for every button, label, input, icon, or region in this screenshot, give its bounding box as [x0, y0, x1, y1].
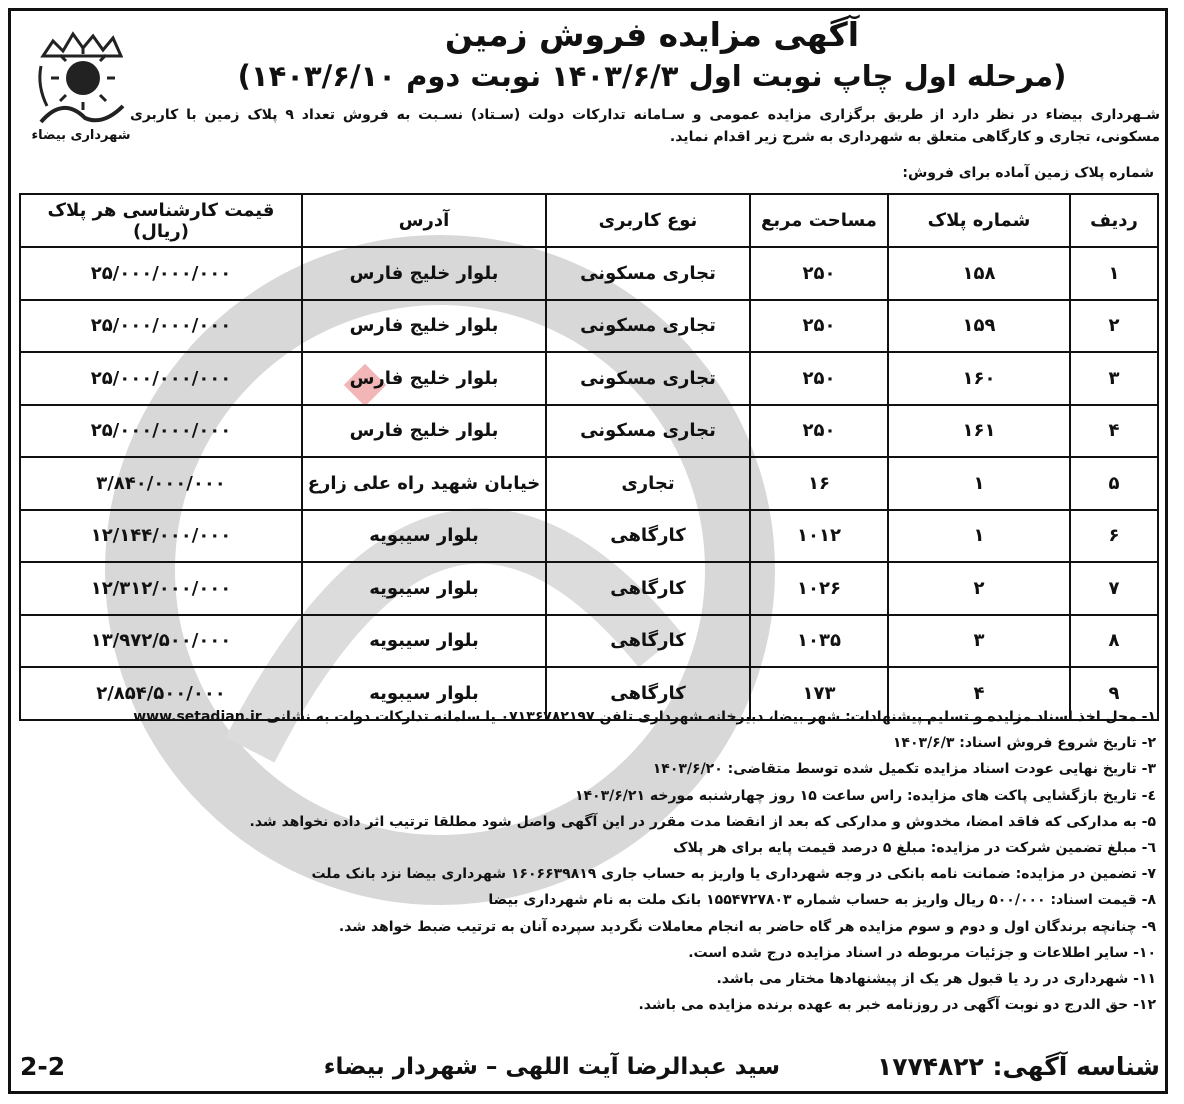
cell-area: ۲۵۰: [750, 352, 888, 405]
list-item: ۹- چنانچه برندگان اول و دوم و سوم مزایده هر گاه حاضر به انجام معاملات نگردید سپرده آنان به ترتیب ضبط خواهد شد.: [338, 918, 1156, 935]
cell-plot-number: ۱۶۰: [888, 352, 1070, 405]
cell-row-number: ۳: [1070, 352, 1158, 405]
cell-price: ۲۵/۰۰۰/۰۰۰/۰۰۰: [20, 405, 302, 458]
cell-area: ۱۰۱۲: [750, 510, 888, 563]
intro-paragraph: شـهرداری بیضاء در نظر دارد از طریق برگزاری مزایده عمومی و سـامانه تدارکات دولت (سـتاد) نسـبت به فروش تعداد ۹ پلاک زمین با کاربری مسکونی، تجاری و کارگاهی متعلق به شهرداری به شرح زیر اقدام نماید.: [130, 107, 1160, 145]
cell-price: ۱۳/۹۷۲/۵۰۰/۰۰۰: [20, 615, 302, 668]
intro-subheading: شماره پلاک زمین آماده برای فروش:: [902, 165, 1154, 181]
cell-plot-number: ۱: [888, 510, 1070, 563]
cell-address: خیابان شهید راه علی زارع: [302, 457, 546, 510]
page-number: 2-2: [20, 1052, 66, 1081]
cell-area: ۱۰۲۶: [750, 562, 888, 615]
title-block: [140, 14, 1164, 96]
cell-row-number: ۷: [1070, 562, 1158, 615]
list-item: ۱۱- شهرداری در رد یا قبول هر یک از پیشنهادها مختار می باشد.: [716, 971, 1156, 988]
cell-row-number: ۲: [1070, 300, 1158, 353]
logo-caption: شهرداری بیضاء: [31, 128, 131, 143]
list-item: ۱۲- حق الدرج دو نوبت آگهی در روزنامه خبر به عهده برنده مزایده می باشد.: [638, 997, 1156, 1014]
list-item: ۳- تاریخ نهایی عودت اسناد مزایده تکمیل شده توسط متقاضی: ۱۴۰۳/۶/۲۰: [652, 761, 1156, 778]
list-item: ۱- محل اخذ اسناد مزایده و تسلیم پیشنهادات: شهر بیضا، دبیرخانه شهرداری تلفن ۰۷۱۳۶۷۸۲۱۹۷ یا سامانه تدارکات دولت به نشانی www.setadian.ir: [133, 709, 1156, 725]
cell-area: ۱۰۳۵: [750, 615, 888, 668]
ad-identifier: شناسه آگهی: ۱۷۷۴۸۲۲: [876, 1052, 1160, 1081]
list-item: ۱۰- سایر اطلاعات و جزئیات مربوطه در اسناد مزایده درج شده است.: [688, 944, 1156, 961]
cell-row-number: ۴: [1070, 405, 1158, 458]
cell-usage: تجاری مسکونی: [546, 405, 750, 458]
cell-area: ۲۵۰: [750, 247, 888, 300]
cell-usage: کارگاهی: [546, 615, 750, 668]
cell-usage: کارگاهی: [546, 510, 750, 563]
conditions-list: [26, 704, 1156, 1018]
table-header-row: [20, 194, 1158, 247]
table-row: [20, 457, 1158, 510]
cell-plot-number: ۲: [888, 562, 1070, 615]
cell-address: بلوار سیبویه: [302, 615, 546, 668]
table-row: [20, 562, 1158, 615]
cell-price: ۲۵/۰۰۰/۰۰۰/۰۰۰: [20, 300, 302, 353]
header-plot-number: شماره پلاک: [888, 194, 1070, 247]
cell-area: ۲۵۰: [750, 300, 888, 353]
footer: [20, 1052, 1160, 1086]
cell-plot-number: ۳: [888, 615, 1070, 668]
cell-address: بلوار سیبویه: [302, 510, 546, 563]
cell-usage: کارگاهی: [546, 562, 750, 615]
cell-price: ۲۵/۰۰۰/۰۰۰/۰۰۰: [20, 247, 302, 300]
list-item: ٤- تاریخ بازگشایی پاکت های مزایده: راس ساعت ۱۵ روز چهارشنبه مورخه ۱۴۰۳/۶/۲۱: [574, 787, 1156, 804]
list-item: ۲- تاریخ شروع فروش اسناد: ۱۴۰۳/۶/۳: [892, 735, 1156, 752]
cell-plot-number: ۱۵۹: [888, 300, 1070, 353]
header-usage: نوع کاربری: [546, 194, 750, 247]
cell-area: ۲۵۰: [750, 405, 888, 458]
cell-price: ۲۵/۰۰۰/۰۰۰/۰۰۰: [20, 352, 302, 405]
cell-row-number: ۶: [1070, 510, 1158, 563]
municipality-logo: [26, 26, 136, 143]
cell-row-number: ۵: [1070, 457, 1158, 510]
cell-price: ۳/۸۴۰/۰۰۰/۰۰۰: [20, 457, 302, 510]
header-address: آدرس: [302, 194, 546, 247]
table-row: [20, 615, 1158, 668]
cell-address: بلوار سیبویه: [302, 562, 546, 615]
cell-usage: تجاری: [546, 457, 750, 510]
header-area: مساحت مربع: [750, 194, 888, 247]
cell-address: بلوار خلیج فارس: [302, 300, 546, 353]
cell-row-number: ۹: [1070, 667, 1158, 720]
cell-address: بلوار خلیج فارس: [302, 405, 546, 458]
cell-plot-number: ۴: [888, 667, 1070, 720]
page-title: آگهی مزایده فروش زمین: [444, 15, 860, 54]
cell-address: بلوار سیبویه: [302, 667, 546, 720]
cell-usage: کارگاهی: [546, 667, 750, 720]
header-price: قیمت کارشناسی هر پلاک (ریال): [20, 194, 302, 247]
cell-area: ۱۶: [750, 457, 888, 510]
cell-usage: تجاری مسکونی: [546, 352, 750, 405]
list-item: ۵- به مدارکی که فاقد امضا، مخدوش و مدارکی که بعد از انقضا مدت مقرر در این آگهی واصل شود مطلقا ترتیب اثر داده نخواهد شد.: [249, 813, 1156, 830]
list-item: ٦- مبلغ تضمین شرکت در مزایده: مبلغ ۵ درصد قیمت پایه برای هر پلاک: [673, 840, 1156, 857]
cell-price: ۱۲/۱۴۴/۰۰۰/۰۰۰: [20, 510, 302, 563]
cell-area: ۱۷۳: [750, 667, 888, 720]
table-row: [20, 405, 1158, 458]
list-item: ۷- تضمین در مزایده: ضمانت نامه بانکی در وجه شهرداری یا واریز به حساب جاری ۱۶۰۶۶۳۹۸۱۹ شهرداری بیضا نزد بانک ملت: [311, 866, 1156, 883]
table-row: [20, 352, 1158, 405]
cell-address: بلوار خلیج فارس: [302, 352, 546, 405]
cell-plot-number: ۱۵۸: [888, 247, 1070, 300]
page-subtitle: (مرحله اول چاپ نوبت اول ۱۴۰۳/۶/۳ نوبت دوم ۱۴۰۳/۶/۱۰): [237, 59, 1067, 93]
cell-usage: تجاری مسکونی: [546, 300, 750, 353]
cell-plot-number: ۱۶۱: [888, 405, 1070, 458]
cell-row-number: ۱: [1070, 247, 1158, 300]
table-row: [20, 247, 1158, 300]
municipality-logo-icon: [33, 26, 129, 126]
cell-row-number: ۸: [1070, 615, 1158, 668]
cell-usage: تجاری مسکونی: [546, 247, 750, 300]
table-row: [20, 300, 1158, 353]
list-item: ۸- قیمت اسناد: ۵۰۰/۰۰۰ ریال واریز به حساب شماره ۱۵۵۴۷۲۷۸۰۳ بانک ملت به نام شهرداری بیضا: [488, 892, 1156, 909]
cell-address: بلوار خلیج فارس: [302, 247, 546, 300]
cell-price: ۲/۸۵۴/۵۰۰/۰۰۰: [20, 667, 302, 720]
header-row-number: ردیف: [1070, 194, 1158, 247]
cell-price: ۱۲/۳۱۲/۰۰۰/۰۰۰: [20, 562, 302, 615]
signer-name: سید عبدالرضا آیت اللهی – شهردار بیضاء: [323, 1054, 780, 1080]
plots-table: [19, 193, 1159, 721]
cell-plot-number: ۱: [888, 457, 1070, 510]
table-row: [20, 510, 1158, 563]
